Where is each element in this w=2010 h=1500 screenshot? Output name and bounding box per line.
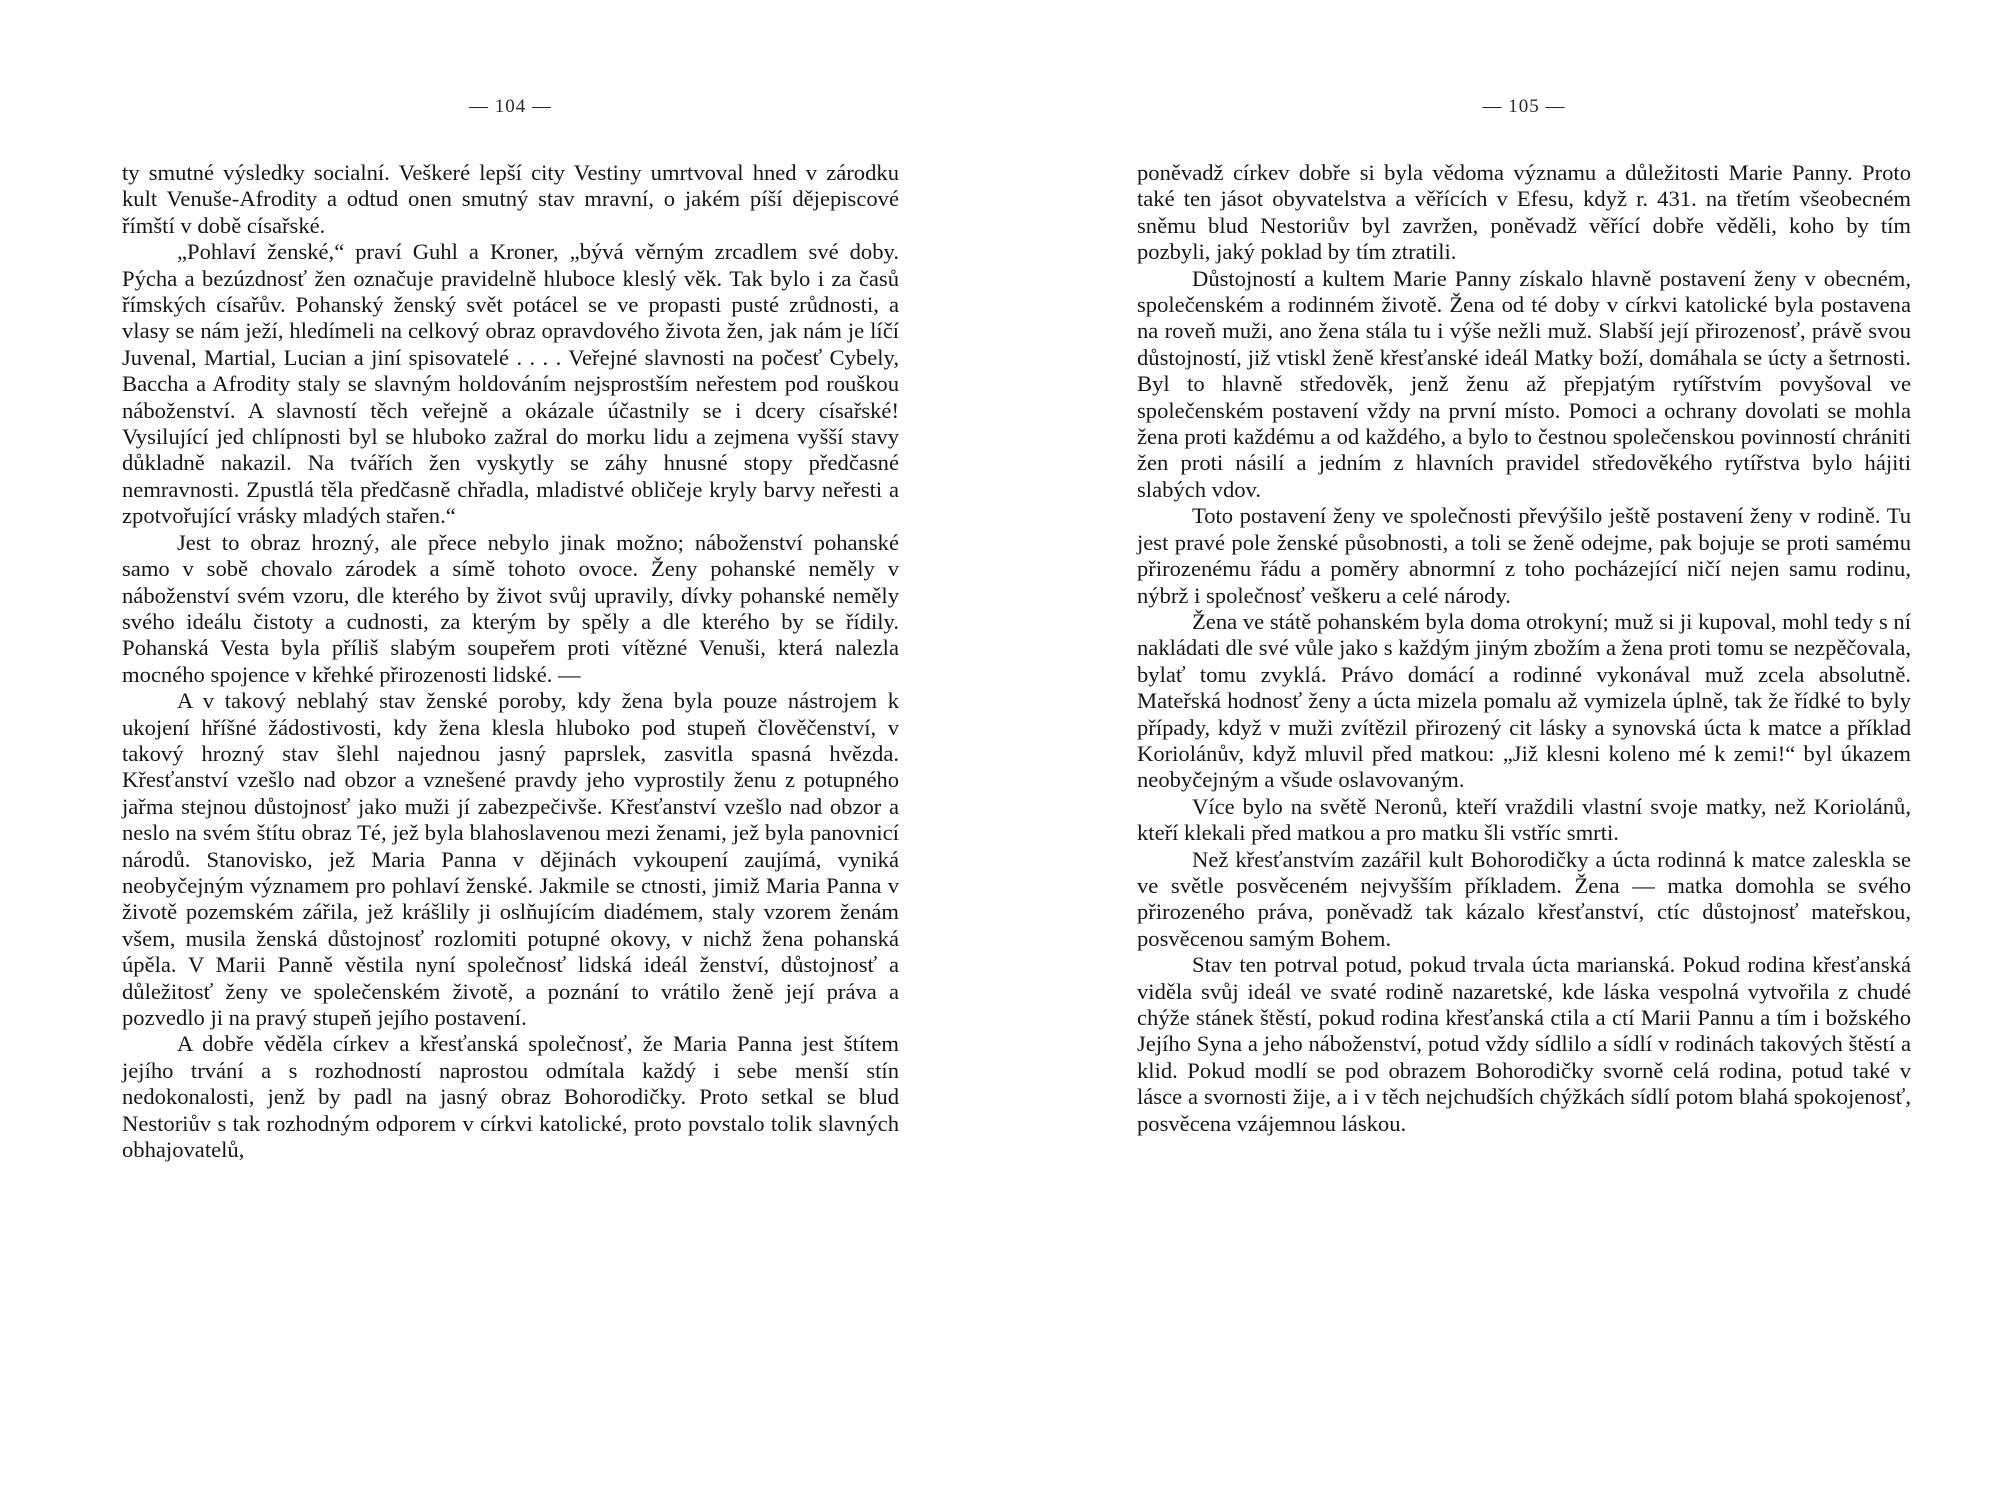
page-number: — 104 — — [469, 96, 552, 117]
page-body — [1137, 160, 1911, 1137]
paragraph: Jest to obraz hrozný, ale přece nebylo jinak možno; náboženství pohanské samo v sobě chovalo zárodek a símě tohoto ovoce. Ženy pohanské neměly v náboženství svém vzoru, dle kterého by život svůj upravily, dívky pohanské neměly svého ideálu čistoty a cudnosti, za kterým by spěly a dle kterého by se řídily. Pohanská Vesta byla příliš slabým soupeřem proti vítězné Venuši, která nalezla mocného spojence v křehké přirozenosti lidské. — — [122, 529, 899, 687]
page-number: — 105 — — [1482, 96, 1566, 117]
paragraph: A v takový neblahý stav ženské poroby, kdy žena byla pouze nástrojem k ukojení hříšné žádostivosti, kdy žena klesla hluboko pod stupeň člověčenství, v takový hrozný stav šlehl najednou jasný paprslek, zasvitla spasná hvězda. Křesťanství vzešlo nad obzor a vznešené pravdy jeho vyprostily ženu z potupného jařma stejnou důstojnosť jako muži jí zabezpečivše. Křesťanství vzešlo nad obzor a neslo na svém štítu obraz Té, jež byla blahoslavenou mezi ženami, jež byla panovnicí národů. Stanovisko, jež Maria Panna v dějinách vykoupení zaujímá, vyniká neobyčejným významem pro pohlaví ženské. Jakmile se ctnosti, jimiž Maria Panna v životě pozemském zářila, jež krášlily ji oslňujícím diadémem, staly vzorem ženám všem, musila ženská důstojnosť rozlomiti potupné okovy, v nichž žena pohanská úpěla. V Marii Panně věstila nyní společnosť lidská ideál ženství, důstojnosť a důležitosť ženy ve společenském životě, a poznání to vrátilo ženě její práva a pozvedlo ji na pravý stupeň jejího postavení. — [122, 688, 899, 1030]
paragraph: Stav ten potrval potud, pokud trvala úcta marianská. Pokud rodina křesťanská viděla svůj ideál ve svaté rodině nazaretské, kde láska vespolná vytvořila z chudé chýže stánek štěstí, pokud rodina křesťanská ctila a ctí Marii Pannu a tím i božského Jejího Syna a jeho náboženství, potud vždy sídlilo a sídlí v rodinách takových štěstí a klid. Pokud modlí se pod obrazem Bohorodičky svorně celá rodina, potud také v lásce a svornosti žije, a i v těch nejchudších chýžkách sídlí potom blahá spokojenosť, posvěcena vzájemnou láskou. — [1137, 952, 1911, 1136]
paragraph: Než křesťanstvím zazářil kult Bohorodičky a úcta rodinná k matce zaleskla se ve světle posvěceném nejvyšším příkladem. Žena — matka domohla se svého přirozeného práva, poněvadž tak kázalo křesťanství, ctíc důstojnosť mateřskou, posvěcenou samým Bohem. — [1137, 846, 1911, 951]
right-page — [1137, 0, 1911, 1500]
paragraph: A dobře věděla církev a křesťanská společnosť, že Maria Panna jest štítem jejího trvání a s rozhodností naprostou odmítala každý i sebe menší stín nedokonalosti, jenž by padl na jasný obraz Bohorodičky. Proto setkal se blud Nestoriův s tak rozhodným odporem v církvi katolické, proto povstalo tolik slavných obhajovatelů, — [122, 1031, 899, 1163]
paragraph: ty smutné výsledky socialní. Veškeré lepší city Vestiny umrtvoval hned v zárodku kult Venuše-Afrodity a odtud onen smutný stav mravní, o jakém píší dějepiscové římští v době císařské. — [122, 160, 899, 238]
paragraph: Toto postavení ženy ve společnosti převýšilo ještě postavení ženy v rodině. Tu jest pravé pole ženské působnosti, a toli se ženě odejme, pak bojuje se proti samému přirozenému řádu a poměry abnormní z toho pocházející ničí nejen samu rodinu, nýbrž i společnosť veškeru a celé národy. — [1137, 503, 1911, 608]
paragraph: poněvadž církev dobře si byla vědoma významu a důležitosti Marie Panny. Proto také ten jásot obyvatelstva a věřících v Efesu, když r. 431. na třetím všeobecném sněmu blud Nestoriův byl zavržen, poněvadž věřící dobře věděli, koho by tím pozbyli, jaký poklad by tím ztratili. — [1137, 160, 1911, 265]
left-page — [122, 0, 899, 1500]
paragraph: Žena ve státě pohanském byla doma otrokyní; muž si ji kupoval, mohl tedy s ní nakládati dle své vůle jako s každým jiným zbožím a žena proti tomu se nezpěčovala, bylať tomu zvyklá. Právo domácí a rodinné vykonával muž zcela absolutně. Mateřská hodnosť ženy a úcta mizela pomalu až vymizela úplně, tak že řídké to byly případy, když v muži zvítězil přirozený cit lásky a synovská úcta k matce a příklad Koriolánův, když mluvil před matkou: „Již klesni koleno mé k zemi!“ byl úkazem neobyčejným a všude oslavovaným. — [1137, 608, 1911, 793]
paragraph: Více bylo na světě Neronů, kteří vraždili vlastní svoje matky, než Koriolánů, kteří klekali před matkou a pro matku šli vstříc smrti. — [1137, 793, 1911, 846]
paragraph: Důstojností a kultem Marie Panny získalo hlavně postavení ženy v obecném, společenském a rodinném životě. Žena od té doby v církvi katolické byla postavena na roveň muži, ano žena stála tu i výše nežli muž. Slabší její přirozenosť, právě svou důstojností, již vtiskl ženě křesťanské ideál Matky boží, domáhala se úcty a šetrnosti. Byl to hlavně středověk, jenž ženu až přepjatým rytířstvím povyšoval ve společenském postavení vždy na první místo. Pomoci a ochrany dovolati se mohla žena proti každému a od každého, a bylo to čestnou společenskou povinností chrániti žen proti násilí a jedním z hlavních pravidel středověkého rytířstva bylo hájiti slabých vdov. — [1137, 265, 1911, 502]
page-body — [122, 160, 899, 1163]
paragraph: „Pohlaví ženské,“ praví Guhl a Kroner, „bývá věrným zrcadlem své doby. Pýcha a bezúzdnosť žen označuje pravidelně hluboce kleslý věk. Tak bylo i za časů římských císařův. Pohanský ženský svět potácel se ve propasti pusté zrůdnosti, a vlasy se nám ježí, hledímeli na celkový obraz opravdového života žen, jak nám je líčí Juvenal, Martial, Lucian a jiní spisovatelé . . . . Veřejné slavnosti na počesť Cybely, Baccha a Afrodity staly se slavným holdováním nejsprostším neřestem pod rouškou náboženství. A slavností těch veřejně a okázale účastnily se i dcery císařské! Vysilující jed chlípnosti byl se hluboko zažral do morku lidu a zejmena vyšší stavy důkladně nakazil. Na tvářích žen vyskytly se záhy hnusné stopy předčasné nemravnosti. Zpustlá těla předčasně chřadla, mladistvé obličeje kryly barvy neřesti a zpotvořující vrásky mladých stařen.“ — [122, 239, 899, 529]
